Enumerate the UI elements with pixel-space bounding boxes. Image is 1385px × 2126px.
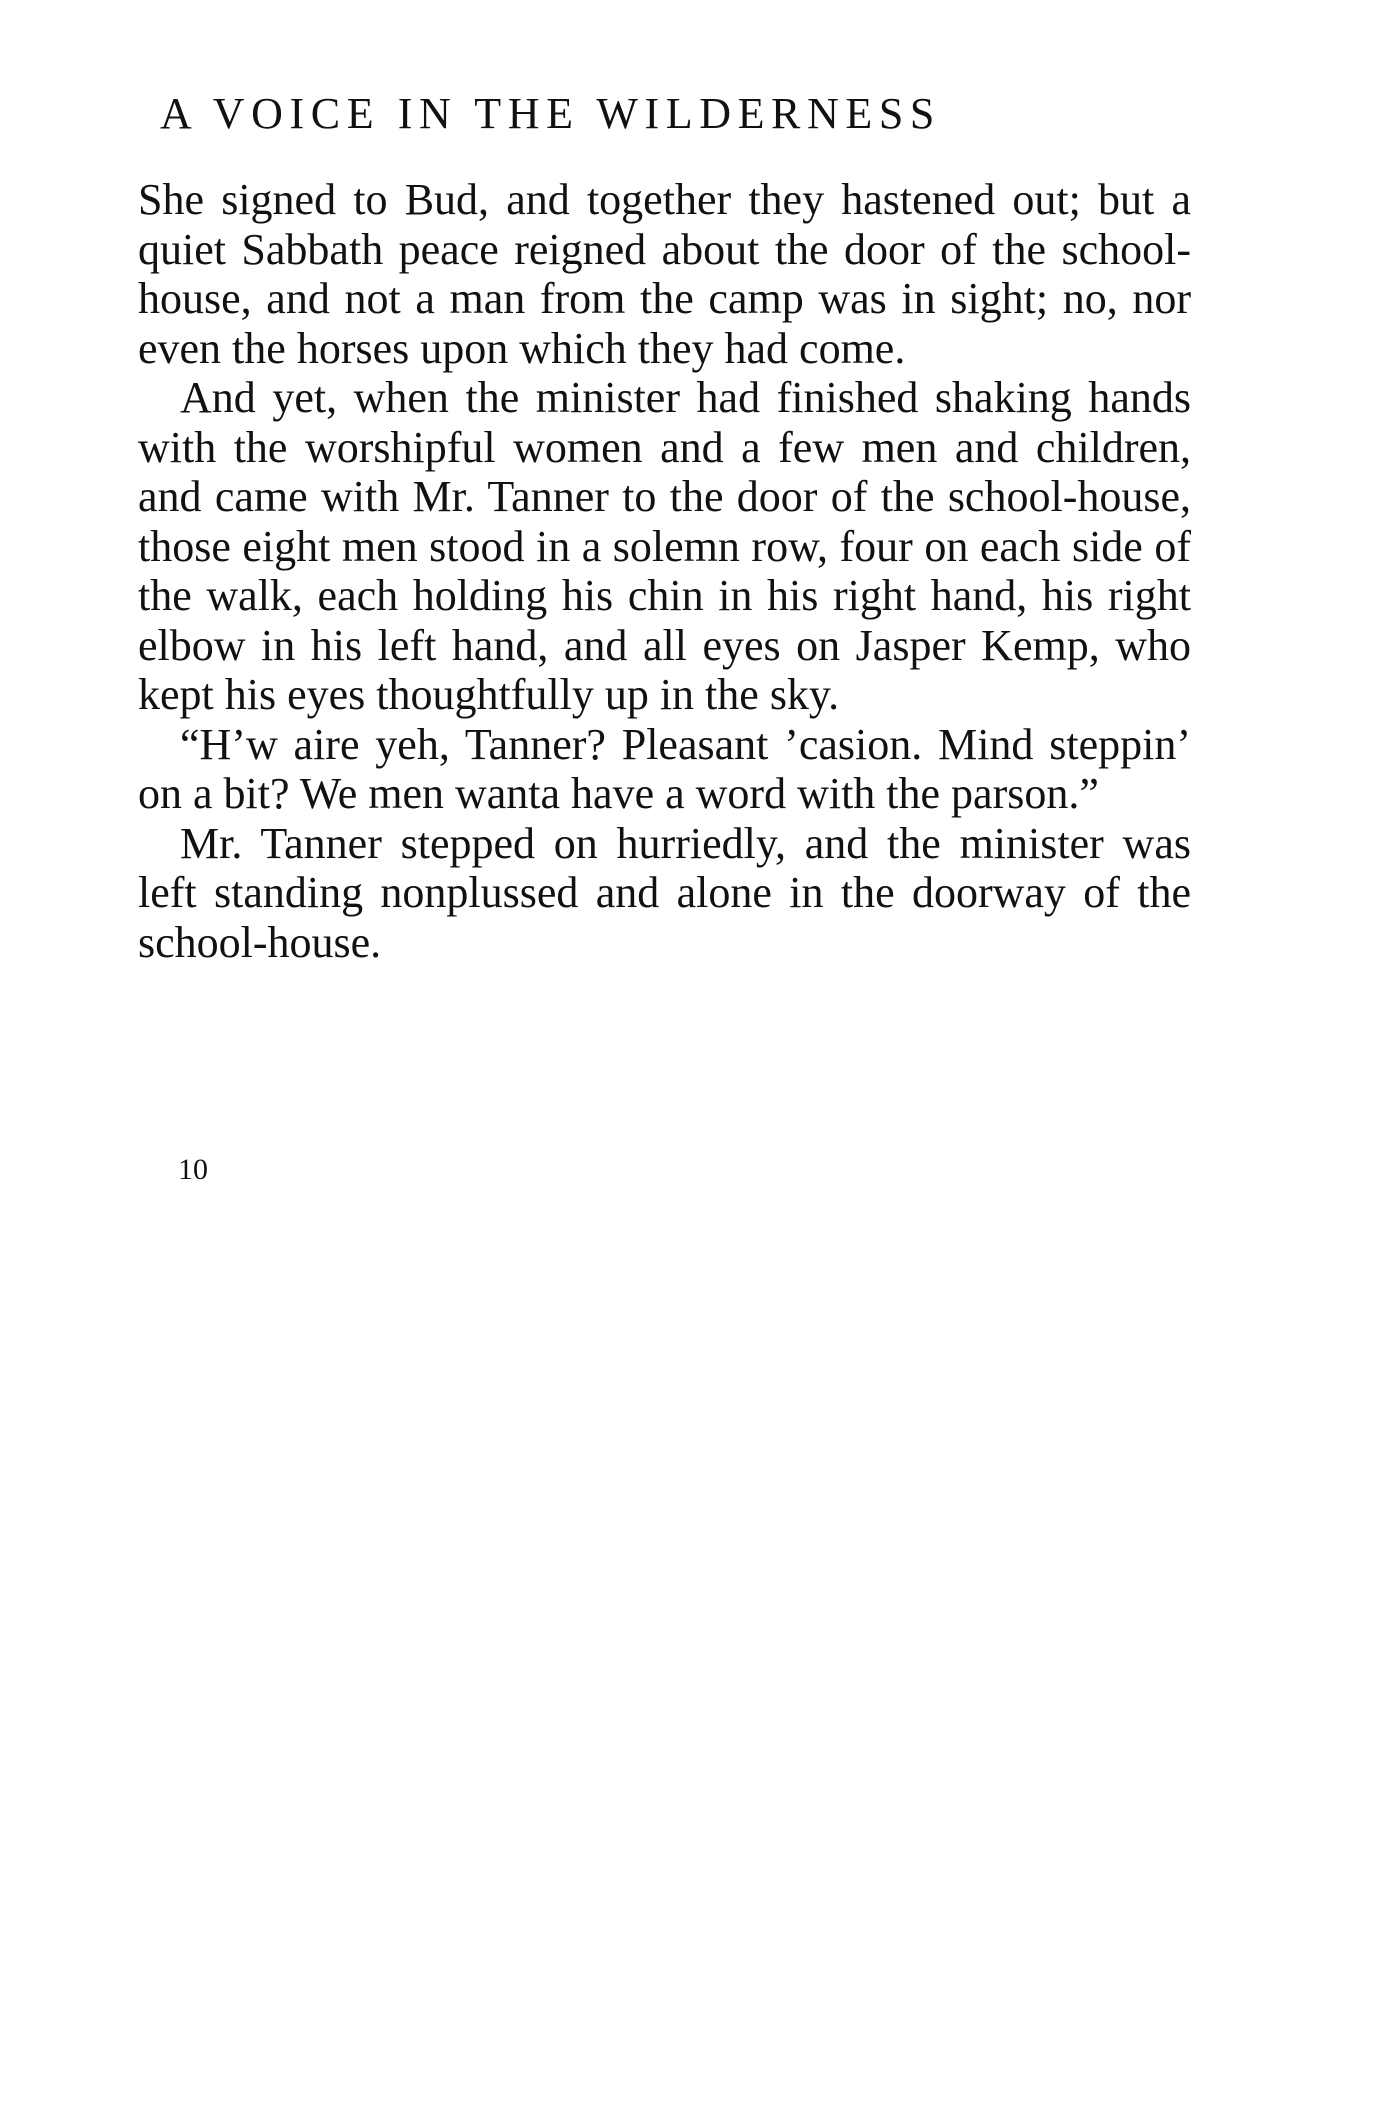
paragraph-3: “H’w aire yeh, Tanner? Pleasant ’casion. Mind steppin’ on a bit? We men wanta have a word with the parson.” bbox=[138, 719, 1191, 818]
paragraph-4: Mr. Tanner stepped on hurriedly, and the minister was left standing nonplussed and alone in the doorway of the school-house. bbox=[138, 818, 1191, 967]
page-number: 10 bbox=[178, 1153, 208, 1186]
paragraph-2: And yet, when the minister had finished shaking hands with the worshipful women and a few men and children, and came with Mr. Tanner to the door of the school-house, those eight men stood in a solemn row, four on each side of the walk, each holding his chin in his right hand, his right elbow in his left hand, and all eyes on Jasper Kemp, who kept his eyes thoughtfully up in the sky. bbox=[138, 373, 1191, 719]
paragraph-1: She signed to Bud, and together they hastened out; but a quiet Sabbath peace reigned about the door of the school-house, and not a man from the camp was in sight; no, nor even the horses upon which they had come. bbox=[138, 175, 1191, 373]
running-head: A VOICE IN THE WILDERNESS bbox=[160, 89, 941, 138]
body-text bbox=[138, 175, 1191, 967]
